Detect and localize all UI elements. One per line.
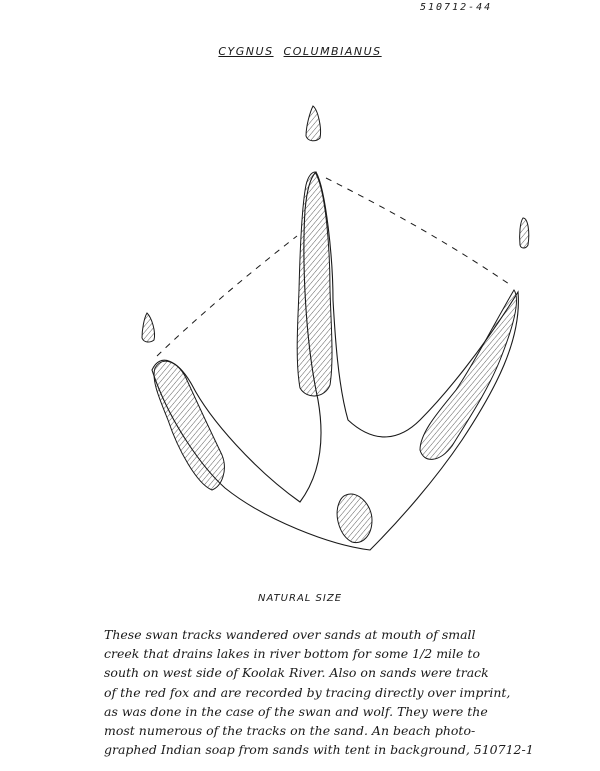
notes-line: These swan tracks wandered over sands at mouth of small xyxy=(104,627,476,642)
notes-line: creek that drains lakes in river bottom for some 1/2 mile to xyxy=(104,646,480,662)
notes-line: graphed Indian soap from sands with tent in background, 510712-1 xyxy=(104,742,534,758)
nail-mark-right xyxy=(520,218,529,248)
notes-line: south on west side of Koolak River. Also on sands were track xyxy=(104,665,489,681)
catalog-number: 510712-44 xyxy=(420,2,493,13)
natural-size-caption: NATURAL SIZE xyxy=(257,593,343,604)
nail-mark-left xyxy=(142,313,155,342)
notes-line: of the red fox and are recorded by tracing directly over imprint, xyxy=(104,684,511,700)
title-species: COLUMBIANUS xyxy=(283,45,382,58)
foot-outline xyxy=(152,172,518,550)
right-toe-pad xyxy=(420,290,516,459)
pad-impressions xyxy=(142,106,529,543)
notes-line: most numerous of the tracks on the sand. An beach photo- xyxy=(104,722,476,738)
nail-mark-top xyxy=(306,106,321,141)
middle-toe-pad xyxy=(297,172,332,396)
handwritten-notes xyxy=(104,625,594,759)
title-genus: CYGNUS xyxy=(218,45,274,58)
notes-line: as was done in the case of the swan and wolf. They were the xyxy=(104,703,488,719)
heel-pad xyxy=(337,494,372,543)
